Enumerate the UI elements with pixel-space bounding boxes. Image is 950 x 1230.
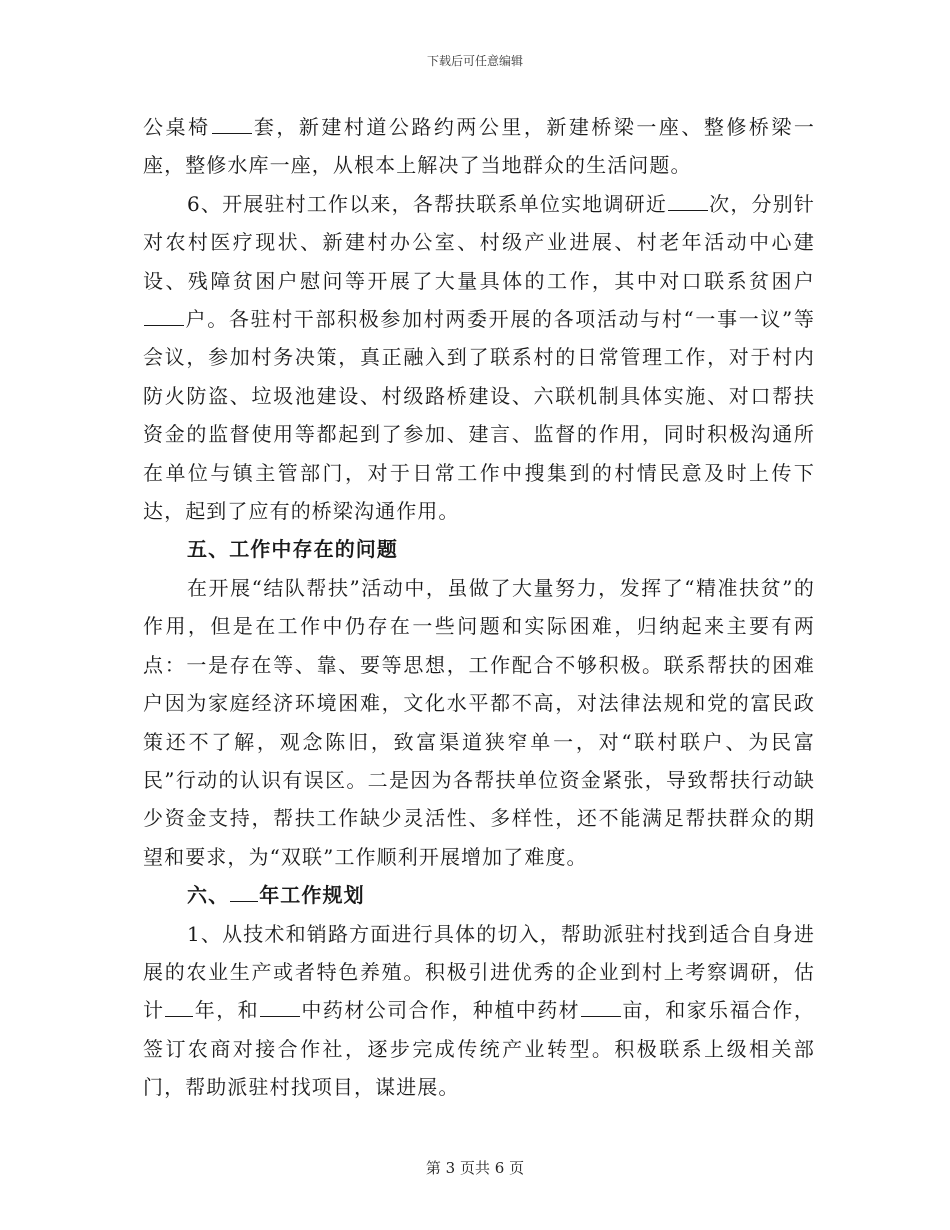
fill-in-blank: [230, 883, 258, 902]
text-segment: 公桌椅: [143, 115, 211, 139]
fill-in-blank: [581, 998, 621, 1017]
page-header: 下载后可任意编辑: [426, 54, 523, 68]
text-segment: 6、开展驻村工作以来，各帮扶联系单位实地调研近: [187, 191, 668, 216]
text-segment: 在开展“结队帮扶”活动中，虽做了大量努力，发挥了“精准扶贫”的作用，但是在工作中仍存在一些问题和实际困难，归纳起来主要有两点：一是存在等、靠、要等思想，工作配合不够积极。联系帮扶的困难户因为家庭经济环境困难，文化水平都不高，对法律法规和党的富民政策还不了解，观念陈旧，致富渠道狭窄单一，对“联村联户、为民富民”行动的认识有误区。二是因为各帮扶单位资金紧张，导致帮扶行动缺少资金支持，帮扶工作缺少灵活性、多样性，还不能满足帮扶群众的期望和要求，为“双联”工作顺利开展增加了难度。: [143, 575, 815, 869]
section-heading-plan: [143, 876, 815, 914]
paragraph-plan-item-1: [143, 915, 815, 1107]
text-segment: 户。各驻村干部积极参加村两委开展的各项活动与村“一事一议”等会议，参加村务决策，真正融入到了联系村的日常管理工作，对于村内防火防盗、垃圾池建设、村级路桥建设、六联机制具体实施、对口帮扶资金的监督使用等都起到了参加、建言、监督的作用，同时积极沟通所在单位与镇主管部门，对于日常工作中搜集到的村情民意及时上传下达，起到了应有的桥梁沟通作用。: [143, 307, 815, 524]
paragraph-item-6: [143, 185, 815, 531]
text-segment: 中药材公司合作，种植中药材: [301, 998, 581, 1023]
section-heading-problems: 五、工作中存在的问题: [187, 537, 398, 562]
fill-in-blank: [260, 998, 300, 1017]
fill-in-blank: [212, 115, 252, 134]
text-segment: 年，和: [194, 998, 260, 1023]
document-body: [143, 108, 815, 1107]
paragraph-problems: [143, 569, 815, 876]
text-segment: 亩，和家乐福合作，签订农商对接合作社，逐步完成传统产业转型。积极联系上级相关部门，帮助派驻村找项目，谋进展。: [143, 998, 815, 1100]
page-footer: 第 3 页共 6 页: [425, 1159, 525, 1177]
paragraph-facilities: [143, 108, 815, 185]
fill-in-blank: [144, 307, 184, 326]
text-segment: 次，分别针对农村医疗现状、新建村办公室、村级产业进展、村老年活动中心建设、残障贫困户慰问等开展了大量具体的工作，其中对口联系贫困户: [143, 191, 816, 293]
heading-part: 年工作规划: [259, 883, 365, 908]
text-segment: 套，新建村道公路约两公里，新建桥梁一座、整修桥梁一座，整修水库一座，从根本上解决了当地群众的生活问题。: [143, 115, 815, 178]
fill-in-blank: [165, 998, 193, 1017]
heading-part: 六、: [187, 883, 230, 908]
text-segment: 1、从技术和销路方面进行具体的切入，帮助派驻村找到适合自身进展的农业生产或者特色养殖。积极引进优秀的企业到村上考察调研，估计: [143, 921, 815, 1023]
fill-in-blank: [668, 192, 708, 211]
